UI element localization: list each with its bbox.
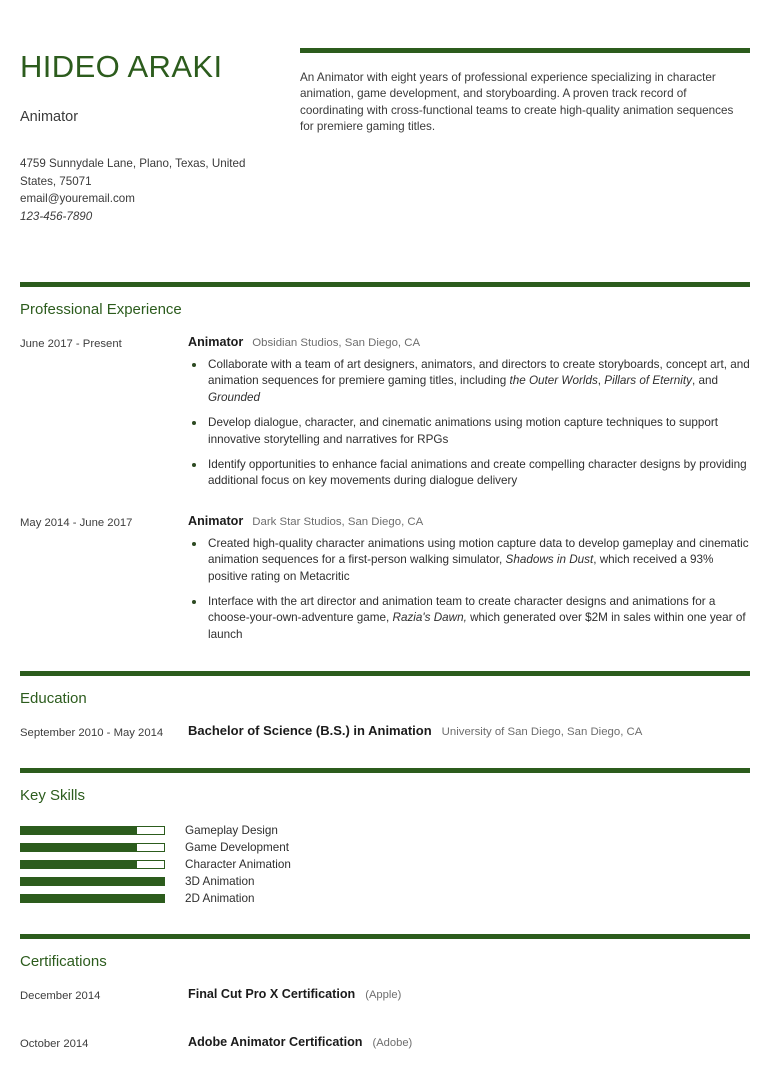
address-line-2: States, 75071 [20,174,92,188]
bullet-text: , and [691,374,718,388]
education-school: University of San Diego, San Diego, CA [441,726,643,739]
bullet-title-emphasis: Razia's Dawn, [392,611,467,625]
candidate-name: HIDEO ARAKI [20,49,223,84]
skill-level-fill [21,827,137,834]
certifications-section [0,934,768,1052]
certification-issuer: (Adobe) [372,1037,413,1050]
education-degree: Bachelor of Science (B.S.) in Animation [188,723,432,739]
experience-entry-heading [188,333,750,351]
skill-label: 3D Animation [185,874,255,888]
experience-role: Animator [188,335,244,349]
experience-entry-body [188,512,750,643]
experience-bullet [188,594,750,643]
skill-level-bar [20,826,165,835]
certifications-section-rule [20,934,750,939]
skill-row [20,856,750,873]
skills-section-rule [20,768,750,773]
experience-bullet [188,536,750,585]
experience-entry [0,512,768,643]
certification-name: Final Cut Pro X Certification [188,987,356,1002]
certification-name: Adobe Animator Certification [188,1035,363,1050]
bullet-text: , which received a 93% positive rating on Metacritic [208,553,714,583]
experience-entry-body [188,333,750,490]
skill-label: Gameplay Design [185,823,278,837]
education-section-rule [20,671,750,676]
skills-list [0,822,768,907]
experience-role: Animator [188,513,244,528]
header-identity-block [20,44,288,225]
bullet-text: Collaborate with a team of art designers, animators, and directors to create storyboards, concept art, and animation sequences for premiere gaming titles, including [208,358,750,388]
certification-entry-body [188,985,750,1004]
bullet-text: , [597,374,605,388]
certification-date: October 2014 [20,1038,89,1051]
education-entry-body [188,722,750,741]
experience-bullet-list [188,536,750,643]
experience-entry-date: June 2017 - Present [20,338,122,350]
skill-level-fill [21,895,164,902]
bullet-text: which generated over $2M in sales within one year of launch [208,611,746,641]
professional-summary: An Animator with eight years of professional experience specializing in character animation, game development, and storyboarding. A proven track record of coordinating with cross-functional teams to create high-quality animation sequences for premiere gaming titles. [300,71,734,134]
experience-organization: Dark Star Studios, San Diego, CA [252,515,424,528]
header-summary-block [288,44,750,225]
bullet-title-emphasis: Grounded [208,390,260,404]
bullet-title-emphasis: Shadows in Dust [505,553,594,567]
bullet-text: Interface with the art director and animation team to create character designs and animations for a choose-your-own-adventure game, [208,595,716,625]
certification-issuer: (Apple) [365,989,402,1002]
experience-entry-date: May 2014 - June 2017 [20,516,133,529]
resume-header [0,0,768,225]
experience-section [0,282,768,643]
skill-level-bar [20,843,165,852]
phone-number[interactable]: 123-456-7890 [20,209,93,223]
education-entry [0,722,768,741]
skills-section [0,768,768,907]
candidate-job-title: Animator [20,109,79,125]
address-line-1: 4759 Sunnydale Lane, Plano, Texas, United [20,157,246,170]
certification-entry-body [188,1033,750,1052]
experience-entry-heading [188,512,750,530]
certification-entry [0,985,768,1004]
email-address[interactable]: email@youremail.com [20,192,135,205]
education-entry-date: September 2010 - May 2014 [20,727,164,740]
skill-level-bar [20,860,165,869]
skill-row [20,873,750,890]
skill-row [20,890,750,907]
skill-level-bar [20,877,165,886]
skill-level-fill [21,861,137,868]
skill-level-bar [20,894,165,903]
experience-section-rule [20,282,750,287]
skill-row [20,839,750,856]
bullet-text: Identify opportunities to enhance facial animations and create compelling character designs by providing additional focus on key movements during dialogue delivery [208,458,747,488]
education-section [0,671,768,741]
experience-organization: Obsidian Studios, San Diego, CA [252,337,421,349]
experience-bullet [188,415,750,448]
skills-section-title: Key Skills [20,787,86,805]
skill-row [20,822,750,839]
experience-bullet [188,357,750,406]
education-section-title: Education [20,690,87,708]
skill-level-fill [21,844,137,851]
education-entry-list [0,722,768,741]
certification-date: December 2014 [20,990,101,1003]
experience-section-title: Professional Experience [20,301,182,318]
experience-entry [0,333,768,490]
certification-entry [0,1033,768,1052]
bullet-title-emphasis: Pillars of Eternity [604,374,692,388]
contact-block [20,155,288,225]
certifications-section-title: Certifications [20,953,107,971]
bullet-title-emphasis: the Outer Worlds [509,374,598,388]
skill-label: Character Animation [185,857,291,871]
certification-entry-list [0,985,768,1052]
bullet-text: Develop dialogue, character, and cinematic animations using motion capture techniques to support innovative storytelling and narratives for RPGs [208,416,719,446]
skill-label: Game Development [185,840,289,854]
skill-level-fill [21,878,164,885]
experience-bullet [188,457,750,490]
experience-entry-list [0,333,768,643]
skill-label: 2D Animation [185,891,255,905]
experience-bullet-list [188,357,750,490]
bullet-text: Created high-quality character animations using motion capture data to develop gameplay and cinematic animation sequences for a first-person walking simulator, [208,536,749,567]
summary-top-rule [300,48,750,53]
